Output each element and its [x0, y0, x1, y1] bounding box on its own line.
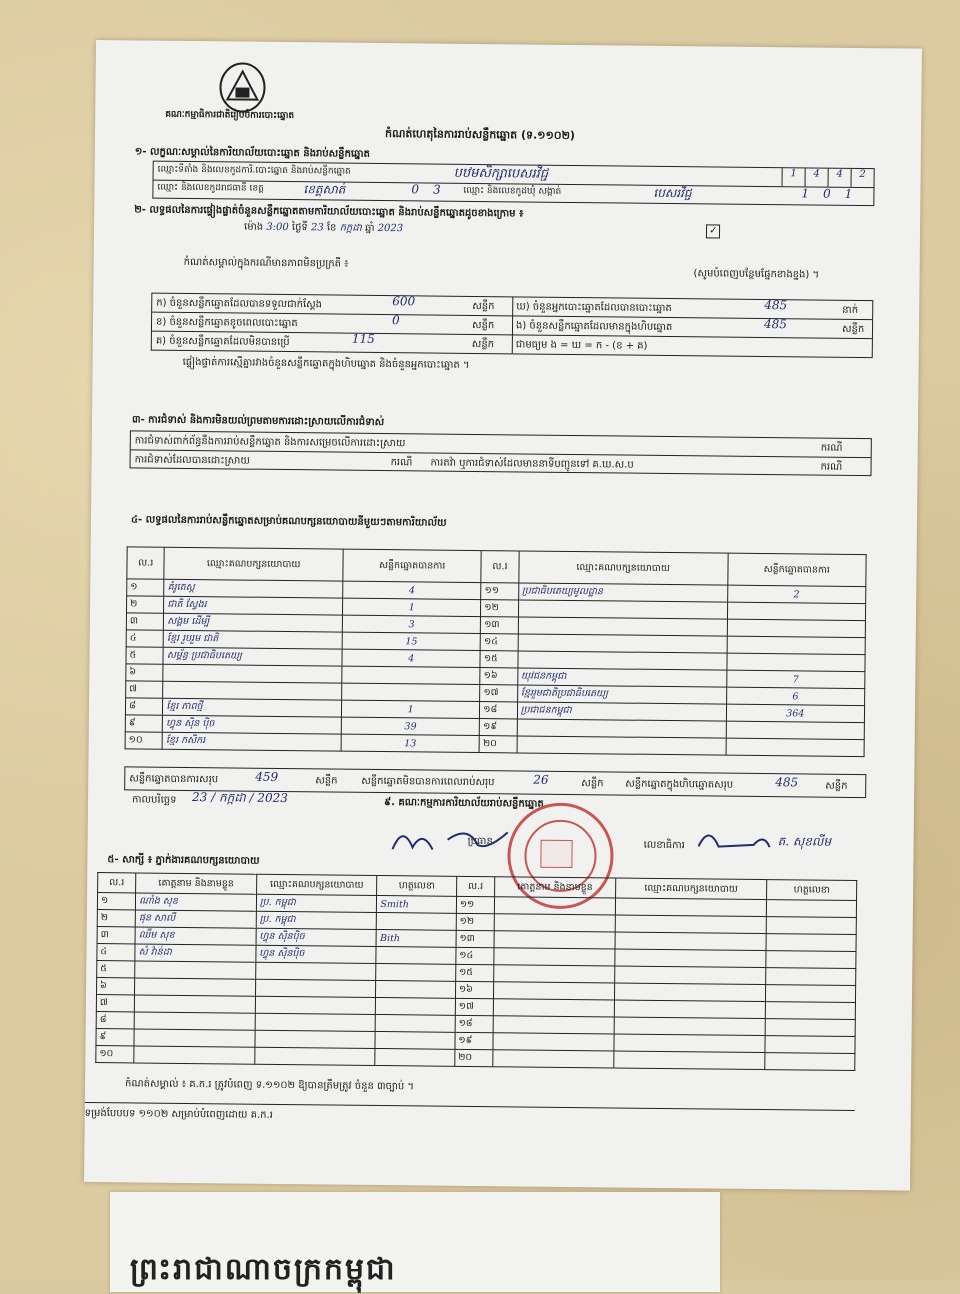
table-cell: ប្រ. កម្ពុជា — [256, 911, 377, 929]
table-cell — [766, 1002, 856, 1020]
table-cell: ៤ — [97, 944, 135, 961]
complaints-row2b: ការតវ៉ា ឬការជំទាស់ដែលមាននាទីបញ្ជូនទៅ គ.ឃ.ស.ប — [430, 457, 634, 471]
unit: សន្លឹក — [472, 300, 495, 313]
table-cell: ប្រជាជនកម្ពុជា — [517, 702, 726, 721]
table-cell — [493, 1016, 614, 1034]
table-cell: ឈ្មោះគណបក្សនយោបាយ — [615, 878, 767, 900]
table-cell — [518, 651, 727, 670]
province-value: ខេត្តសាត់ — [303, 182, 346, 197]
table-cell: ប្រ. កម្ពុជា — [256, 894, 377, 912]
commune-code: 101 — [801, 186, 867, 202]
table-cell: ១២ — [456, 913, 494, 930]
ballots-spoiled-label: ខ) ចំនួនសន្លឹកឆ្នោតខូចពេលបោះឆ្នោត — [155, 316, 298, 330]
table-cell: Smith — [377, 895, 457, 913]
table-cell — [255, 962, 376, 980]
table-cell: ៧ — [96, 995, 134, 1012]
table-cell — [765, 1019, 855, 1037]
table-cell: ១១ — [456, 896, 494, 913]
table-cell: ខ្មែរ កសិករ — [162, 732, 341, 751]
election-form-sheet — [84, 40, 922, 1191]
table-cell: ខ្មែររួមជាតិប្រជាធិបតេយ្យ — [517, 685, 726, 704]
total-valid-label: សន្លឹកឆ្នោតបានការសរុប — [129, 773, 219, 786]
complaints-row1: ការជំទាស់ពាក់ព័ន្ធនឹងការរាប់សន្លឹកឆ្នោត និងការសម្រេចលើការដោះស្រាយ — [134, 435, 406, 450]
province-label: ឈ្មោះ និងលេខកូដរាជធានី ខេត្ត — [157, 182, 264, 194]
table-cell: ១ — [127, 579, 165, 596]
table-cell — [493, 1033, 614, 1051]
table-cell — [375, 1031, 455, 1049]
table-cell — [494, 965, 615, 983]
section5-heading: ៥- សាក្សី ៖ ភ្នាក់ងារគណបក្សនយោបាយ — [107, 854, 260, 867]
table-cell: ៩ — [96, 1029, 134, 1046]
table-cell: ល.រ — [98, 873, 136, 893]
case-label: ករណី — [820, 461, 843, 473]
table-cell: ១៥ — [456, 964, 494, 981]
table-cell: ២០ — [479, 736, 517, 753]
table-cell — [342, 666, 480, 684]
ballots-spoiled-value: 0 — [392, 313, 400, 328]
ballots-unused-label: គ) ចំនួនសន្លឹកឆ្នោតដែលមិនបានប្រើ — [155, 335, 290, 349]
table-cell: ៧ — [126, 681, 164, 698]
table-cell — [134, 995, 255, 1013]
table-cell: ២ — [97, 910, 135, 927]
total-valid-value: 459 — [255, 769, 279, 784]
table-cell: ៣ — [126, 613, 164, 630]
table-cell: សម្ព័ន្ធ ប្រជាធិបតេយ្យ — [163, 647, 342, 666]
table-cell — [517, 719, 726, 738]
table-cell: ល.រ — [456, 876, 494, 896]
table-cell: ៨ — [125, 698, 163, 715]
table-cell: ប្រជាធិបតេយ្យមូលដ្ឋាន — [518, 583, 727, 602]
form-note: ទម្រង់បែបបទ ១១០២ សម្រាប់បំពេញដោយ គ.ក.រ — [84, 1107, 273, 1121]
total-invalid-value: 26 — [533, 772, 549, 787]
table-cell — [376, 997, 456, 1015]
table-cell: ឈឹម សុខ — [135, 927, 256, 945]
table-cell: 1 — [341, 700, 479, 718]
table-cell — [614, 1017, 766, 1036]
table-cell — [494, 897, 615, 915]
complaints-row2: ការជំទាស់ដែលបានដោះស្រាយ — [134, 454, 250, 467]
table-cell: ៨ — [96, 1012, 134, 1029]
table-cell — [255, 1047, 376, 1065]
table-cell — [494, 982, 615, 1000]
table-cell: 4 — [343, 581, 481, 599]
table-cell — [255, 979, 376, 997]
commune-label: ឈ្មោះ និងលេខកូដឃុំ សង្កាត់ — [463, 185, 562, 197]
table-cell: សំ វ៉ាន់ដា — [135, 944, 256, 962]
table-cell: ៦ — [126, 664, 164, 681]
table-cell — [134, 1046, 255, 1064]
station-code-digit: 4 — [828, 169, 851, 187]
table-cell — [766, 951, 856, 969]
voters-value: 485 — [764, 298, 788, 313]
checkbox-yes[interactable]: ✓ — [706, 224, 720, 238]
table-cell — [493, 1050, 614, 1068]
table-cell — [376, 980, 456, 998]
total-box-value: 485 — [775, 775, 799, 790]
table-cell — [765, 1036, 855, 1054]
table-cell: ណាំង សុខ — [136, 893, 257, 911]
table-cell: ១៩ — [455, 1032, 493, 1049]
unit: សន្លឹក — [841, 323, 865, 336]
table-cell: ១៣ — [481, 617, 519, 634]
table-cell — [163, 681, 342, 700]
table-cell — [376, 1014, 456, 1032]
nec-emblem-logo — [217, 61, 268, 114]
unit: នាក់ — [842, 304, 859, 316]
province-code: 03 — [411, 182, 455, 197]
table-cell — [255, 1013, 376, 1031]
complaints-box — [130, 430, 872, 476]
table-cell — [615, 949, 767, 968]
form-title: កំណត់ហេតុនៃការរាប់សន្លឹកឆ្នោត (ទ.១១០២) — [384, 127, 576, 143]
table-cell: ១ — [97, 893, 135, 910]
table-cell: សង្គម ដើម្បី — [164, 613, 343, 632]
unit: សន្លឹក — [315, 775, 338, 787]
table-cell — [518, 600, 727, 619]
table-cell — [766, 917, 856, 935]
table-cell — [767, 900, 857, 918]
committee-label: ៩. គណៈកម្មការការិយាល័យរាប់សន្លឹកឆ្នោត — [383, 797, 544, 810]
table-cell — [494, 948, 615, 966]
station-name-label: ឈ្មោះទីតាំង និងលេខកូដការិ.បោះឆ្នោត និងរាប់សន្លឹកឆ្នោត — [157, 164, 351, 177]
total-invalid-label: សន្លឹកឆ្នោតមិនបានការពេលរាប់សរុប — [361, 775, 495, 789]
table-cell — [494, 931, 615, 949]
witness-table — [95, 872, 857, 1071]
table-cell: ១៨ — [455, 1015, 493, 1032]
table-cell — [163, 664, 342, 683]
table-cell: គំរូតេស្ត — [164, 579, 343, 598]
col-header: ឈ្មោះគណបក្សនយោបាយ — [164, 547, 343, 581]
table-cell: 13 — [341, 734, 479, 752]
table-cell — [727, 653, 866, 671]
footnote: កំណត់សម្គាល់ ៖ គ.ក.រ ត្រូវបំពេញ ទ.១១០២ ឱ្យបានត្រឹមត្រូវ ចំនួន ៣ច្បាប់ ។ — [125, 1078, 415, 1093]
equality-check-line: ផ្ទៀងផ្ទាត់ការស្មើគ្នារវាងចំនួនសន្លឹកឆ្នោតក្នុងហិបឆ្នោត និងចំនួនអ្នកបោះឆ្នោត ។ — [182, 356, 470, 371]
table-cell: ៤ — [126, 630, 164, 647]
date-value: 23 / កក្កដា / 2023 — [192, 790, 288, 806]
table-cell — [255, 996, 376, 1014]
table-cell: ១៤ — [456, 947, 494, 964]
table-cell — [375, 1048, 455, 1066]
party-results-table — [125, 546, 867, 757]
table-cell: ១៦ — [480, 668, 518, 685]
table-cell: 39 — [341, 717, 479, 735]
table-cell — [518, 634, 727, 653]
anomaly-hint: (សូមបំពេញបន្ថែមផ្នែកខាងខ្នង) ។ — [693, 268, 820, 281]
table-cell — [765, 1053, 855, 1071]
table-cell — [376, 963, 456, 981]
table-cell: ១០ — [96, 1046, 134, 1063]
table-cell — [727, 636, 866, 654]
col-header: ល.រ — [127, 547, 165, 579]
table-cell: ហ្វុន ស៊ិនប៉ិច — [256, 945, 377, 963]
commission-name: គណៈកម្មាធិការជាតិរៀបចំការបោះឆ្នោត — [165, 109, 295, 122]
table-cell: 1 — [343, 598, 481, 616]
table-cell: ១១ — [481, 583, 519, 600]
table-cell — [134, 1029, 255, 1047]
second-sheet-heading: ព្រះរាជាណាចក្រកម្ពុជា — [130, 1252, 397, 1287]
ballots-in-box-label: ង) ចំនួនសន្លឹកឆ្នោតដែលមានក្នុងហិបឆ្នោត — [515, 320, 673, 334]
table-cell — [614, 983, 766, 1002]
table-cell — [376, 946, 456, 964]
commune-value: បេសរវិជ្ជ — [653, 185, 692, 201]
secretary-label: លេខាធិការ — [643, 839, 685, 852]
table-cell — [255, 1030, 376, 1048]
table-cell: Bith — [376, 929, 456, 947]
case-label: ករណី — [390, 457, 413, 469]
table-cell: ២ — [127, 596, 165, 613]
table-cell: ១៣ — [456, 930, 494, 947]
table-cell — [615, 932, 767, 951]
unit: សន្លឹក — [825, 780, 848, 792]
station-code-digit: 1 — [782, 168, 805, 186]
table-cell — [614, 966, 766, 985]
station-code-digit: 2 — [851, 169, 874, 187]
table-cell: 2 — [727, 585, 866, 603]
col-header: ល.រ — [481, 551, 519, 583]
ballots-received-label: ក) ចំនួនសន្លឹកឆ្នោតដែលបានទទួលជាក់ស្តែង — [156, 297, 323, 311]
table-cell: 4 — [342, 649, 480, 667]
table-cell — [615, 915, 767, 934]
table-cell: ១៧ — [480, 685, 518, 702]
col-header: ឈ្មោះគណបក្សនយោបាយ — [519, 551, 728, 585]
section1-box — [152, 161, 874, 207]
count-time-line: ម៉ោង 3:00 ថ្ងៃទី 23 ខែ កក្កដា ឆ្នាំ 2023 ✓ — [244, 220, 720, 240]
section1-heading: ១- លក្ខណៈសម្គាល់នៃការិយាល័យបោះឆ្នោត និងរាប់សន្លឹកឆ្នោត — [134, 146, 370, 160]
table-cell: ហត្ថលេខា — [767, 880, 857, 901]
table-cell: ១៤ — [480, 634, 518, 651]
station-name-value: បឋមសិក្សាបេសរវិជ្ជ — [453, 165, 549, 182]
table-cell — [377, 912, 457, 930]
second-sheet — [110, 1192, 720, 1292]
table-cell — [493, 999, 614, 1017]
table-cell: គោត្តនាម និងនាមខ្លួន — [495, 877, 616, 898]
section4-heading: ៤- លទ្ធផលនៃការរាប់សន្លឹកឆ្នោតសម្រាប់គណបក្សនយោបាយនីមួយៗតាមការិយាល័យ — [130, 514, 447, 529]
table-cell — [726, 738, 865, 756]
table-cell: ១៥ — [480, 651, 518, 668]
unit: សន្លឹក — [471, 319, 495, 332]
table-cell: ១៨ — [480, 702, 518, 719]
table-cell: ២០ — [455, 1049, 493, 1066]
table-cell: ហត្ថលេខា — [377, 875, 457, 896]
table-cell: ១២ — [481, 600, 519, 617]
case-label: ករណី — [820, 442, 843, 454]
table-cell: ៦ — [97, 978, 135, 995]
ballot-count-box — [151, 293, 874, 359]
table-cell: ផុន សាលី — [135, 910, 256, 928]
table-cell: ៥ — [126, 647, 164, 664]
table-cell — [135, 961, 256, 979]
table-cell — [135, 978, 256, 996]
secretary-name: ត. សុខលីម — [777, 834, 832, 849]
ballots-received-value: 600 — [392, 294, 416, 309]
table-cell: ១៩ — [480, 719, 518, 736]
table-cell: ខ្មែរ ភាពថ្មី — [163, 698, 342, 717]
secretary-signature — [693, 822, 773, 859]
anomaly-note-label: កំណត់សម្គាល់ក្នុងករណីមានភាពមិនប្រក្រតី ៖ — [183, 256, 349, 270]
table-cell — [766, 968, 856, 986]
voters-label: ឃ) ចំនួនអ្នកបោះឆ្នោតដែលបានបោះឆ្នោត — [516, 301, 672, 315]
table-cell — [766, 934, 856, 952]
table-cell — [726, 721, 865, 739]
table-cell: ៩ — [125, 715, 163, 732]
formula-label: ជាមធ្យម ង = ឃ = ក - (ខ + គ) — [515, 339, 648, 352]
table-cell: 7 — [726, 670, 865, 688]
table-cell: ៥ — [97, 961, 135, 978]
table-cell — [518, 617, 727, 636]
table-cell: យុវជនកម្ពុជា — [517, 668, 726, 687]
date-label: កាលបរិច្ឆេទ — [131, 794, 177, 806]
table-cell — [727, 619, 866, 637]
col-header: សន្លឹកឆ្នោតបានការ — [343, 549, 482, 582]
table-cell: ហ្វុន ស៊ិនប៉ិច — [256, 928, 377, 946]
table-cell — [517, 736, 726, 755]
section2-heading: ២- លទ្ធផលនៃការផ្ទៀងផ្ទាត់ចំនួនសន្លឹកឆ្នោតតាមការិយាល័យបោះឆ្នោត និងរាប់សន្លឹកឆ្នោតដូចខាងក្រោម ៖ — [134, 204, 524, 220]
table-cell: ឈ្មោះគណបក្សនយោបាយ — [256, 874, 377, 895]
table-cell — [615, 898, 767, 917]
table-cell: ហ្វុន ស៊ិន ប៉ិច — [163, 715, 342, 734]
table-cell — [134, 1012, 255, 1030]
section3-heading: ៣- ការជំទាស់ និងការមិនយល់ព្រមតាមការដោះស្រាយលើការជំទាស់ — [131, 414, 385, 429]
ballots-unused-value: 115 — [351, 331, 375, 346]
table-cell: ជាតិ ស្វែងរ — [164, 596, 343, 615]
table-cell — [614, 1000, 766, 1019]
station-code-digit: 4 — [805, 168, 828, 186]
chair-label: ប្រធាន — [467, 835, 493, 848]
ballots-in-box-value: 485 — [763, 317, 788, 332]
table-cell: គោត្តនាម និងនាមខ្លួន — [136, 873, 257, 894]
unit: សន្លឹក — [581, 778, 604, 790]
table-cell: 15 — [342, 632, 480, 650]
col-header: សន្លឹកឆ្នោតបានការ — [727, 553, 866, 586]
table-cell: ខ្មែរ រួបរួម ជាតិ — [163, 630, 342, 649]
table-cell: ១៦ — [455, 981, 493, 998]
table-cell: 364 — [726, 704, 865, 722]
total-box-label: សន្លឹកឆ្នោតក្នុងហិបឆ្នោតសរុប — [625, 778, 734, 791]
table-cell — [727, 602, 866, 620]
table-cell: ១៧ — [455, 998, 493, 1015]
station-code-boxes — [782, 168, 874, 187]
table-cell: ១០ — [125, 732, 163, 749]
table-cell — [614, 1034, 766, 1053]
table-cell — [494, 914, 615, 932]
table-cell: ៣ — [97, 927, 135, 944]
table-cell: 3 — [342, 615, 480, 633]
unit: សន្លឹក — [471, 338, 495, 351]
table-cell: 6 — [726, 687, 865, 705]
table-cell — [342, 683, 480, 701]
table-cell — [766, 985, 856, 1003]
table-cell — [613, 1051, 765, 1070]
